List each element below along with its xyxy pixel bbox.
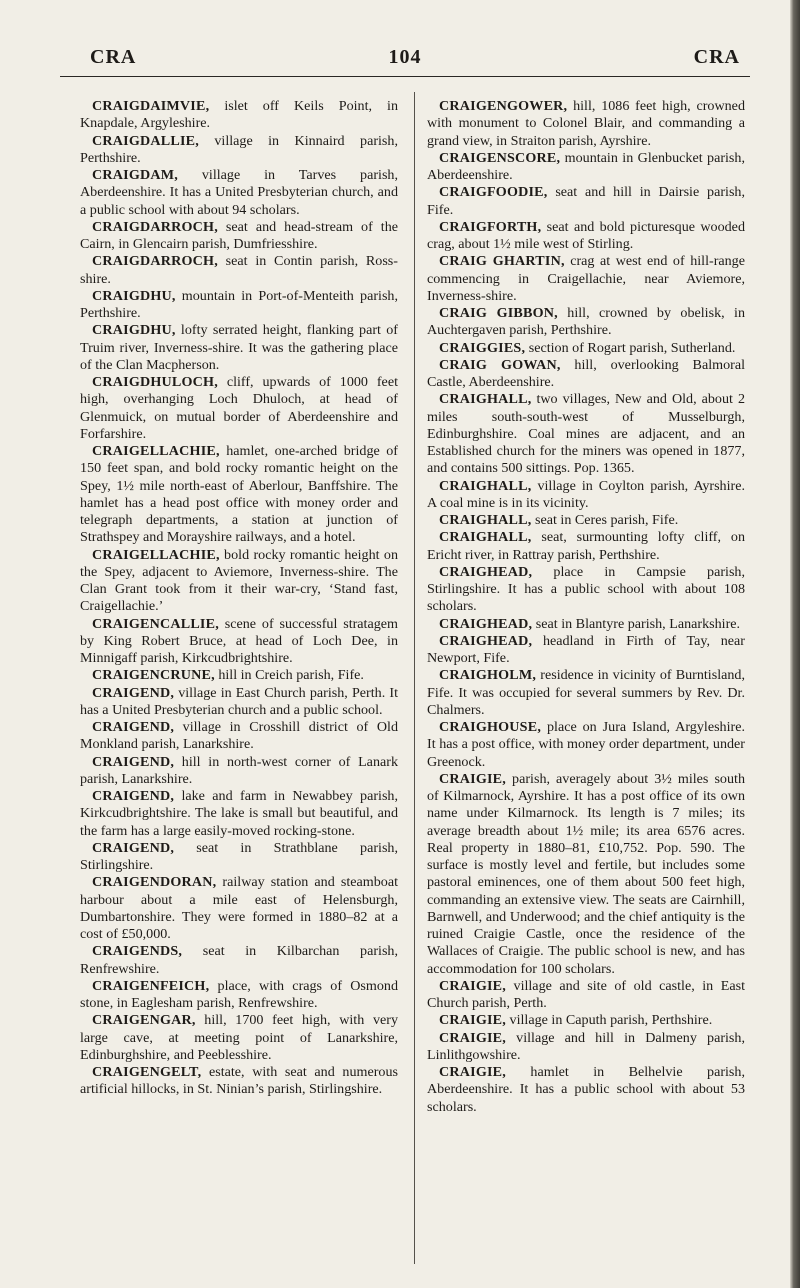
entry-text: hill, 1700 feet high, with very large cave, at meeting point of Lanarkshire, Edinburghshire, and Peeblesshire. [80,1012,398,1063]
entry-headword: CRAIGHOUSE, [439,719,542,735]
gazetteer-entry [427,150,745,185]
entry-headword: CRAIGENCALLIE, [92,615,219,632]
entry-headword: CRAIGENFEICH, [92,977,210,994]
entry-headword: CRAIG GHARTIN, [439,253,565,270]
gazetteer-entry [80,219,398,254]
entry-headword: CRAIG GOWAN, [439,356,561,373]
entry-text: parish, averagely about 3½ miles south of Kilmarnock, Ayrshire. It has a post office of its own name under Kilmarnock. Its length is 7 miles; its average breadth about 1½ mile; its area 6576 acres. Real property in 1880–81, £10,752. Pop. 590. The surface is mostly level and fertile, but includes some pastoral eminences, one of them about 500 feet high, commanding an extensive view. The seats are Cairnhill, Barnwell, and Underwood; and the chief antiquity is the ruined Craigie Castle, once the residence of the Wallaces of Craigie. The public school is new, and has accommodation for 100 scholars. [427,770,745,977]
entry-headword: CRAIGIE, [439,770,506,787]
gazetteer-entry [80,978,398,1013]
column-divider [414,92,415,1264]
entry-headword: CRAIGEND, [92,839,175,856]
entry-headword: CRAIGHOLM, [439,667,537,684]
gazetteer-entry [427,1012,745,1029]
entry-text: seat in Ceres parish, Fife. [531,512,679,528]
entry-text: seat, surmounting lofty cliff, on Ericht river, in Rattray parish, Perthshire. [427,529,745,563]
entry-text: mountain in Glenbucket parish, Aberdeenshire. [427,149,745,183]
gazetteer-entry [427,1030,745,1065]
entry-headword: CRAIGIE, [439,1064,506,1080]
gazetteer-entry [80,288,398,323]
gazetteer-entry [427,253,745,305]
entry-headword: CRAIGIE, [439,1029,506,1046]
right-column [427,98,745,1116]
entry-headword: CRAIGDHULOCH, [92,374,218,390]
entry-headword: CRAIGHALL, [439,529,532,546]
entry-headword: CRAIGEND, [92,753,175,770]
entry-text: village in Kinnaird parish, Perthshire. [80,132,398,166]
gazetteer-entry [427,633,745,668]
entry-headword: CRAIGELLACHIE, [92,443,220,459]
entry-text: seat in Blantyre parish, Lanarkshire. [532,615,741,632]
gazetteer-entry [427,391,745,477]
gazetteer-entry [427,340,745,357]
entry-headword: CRAIGHALL, [439,512,532,528]
gazetteer-entry [427,529,745,564]
entry-text: section of Rogart parish, Sutherland. [525,339,736,356]
gazetteer-entry [80,1012,398,1064]
header-rule [60,76,750,77]
entry-headword: CRAIGDHU, [92,287,176,304]
gazetteer-entry [80,253,398,288]
entry-text: seat in Strathblane parish, Stirlingshire. [80,839,398,873]
entry-headword: CRAIGDARROCH, [92,253,218,270]
page-number: 104 [388,46,422,68]
gazetteer-entry [427,667,745,719]
entry-text: cliff, upwards of 1000 feet high, overhanging Loch Dhuloch, at head of Glenmuick, on mutual border of Aberdeenshire and Forfarshire. [80,374,398,442]
entry-headword: CRAIGDARROCH, [92,218,218,235]
entry-text: village and hill in Dalmeny parish, Linlithgowshire. [427,1029,745,1063]
entry-text: village and site of old castle, in East Church parish, Perth. [427,977,745,1011]
entry-headword: CRAIGHALL, [439,477,532,494]
entry-text: crag at west end of hill-range commencing in Craigellachie, near Aviemore, Inverness-shire. [427,253,745,304]
header-left-guide-word: CRA [90,46,137,68]
entry-text: hamlet, one-arched bridge of 150 feet span, and bold rocky romantic height on the Spey, 1½ mile north-east of Aberlour, Banffshire. The hamlet has a head post office with money order and telegraph departments, a station at junction of Strathspey and Morayshire railways, and a hotel. [80,443,398,546]
entry-headword: CRAIGENSCORE, [439,149,561,166]
entry-text: estate, with seat and numerous artificial hillocks, in St. Ninian’s parish, Stirlingshire. [80,1064,398,1098]
gazetteer-entry [427,305,745,340]
entry-headword: CRAIGDAIMVIE, [92,98,210,114]
gazetteer-entry [80,685,398,720]
entry-headword: CRAIGENCRUNE, [92,667,215,684]
entry-headword: CRAIGELLACHIE, [92,546,220,563]
entry-headword: CRAIGDHU, [92,322,176,339]
entry-headword: CRAIGHEAD, [439,563,533,580]
entry-headword: CRAIGENDS, [92,943,183,960]
entry-text: hill, 1086 feet high, crowned with monument to Colonel Blair, and commanding a grand view, in Straiton parish, Ayrshire. [427,98,745,149]
entry-headword: CRAIGHEAD, [439,632,533,649]
entry-text: village in Caputh parish, Perthshire. [506,1012,713,1029]
entry-headword: CRAIGFOODIE, [439,184,548,201]
entry-headword: CRAIGENGELT, [92,1064,202,1080]
gazetteer-entry [80,616,398,668]
entry-text: hill in Creich parish, Fife. [214,667,364,684]
left-column [80,98,398,1099]
entry-text: village in Tarves parish, Aberdeenshire. It has a United Presbyterian church, and a public school with about 94 scholars. [80,167,398,218]
entry-headword: CRAIGIE, [439,977,506,994]
entry-text: place on Jura Island, Argyleshire. It has a post office, with money order department, under Greenock. [427,719,745,770]
entry-headword: CRAIG GIBBON, [439,305,558,321]
entry-headword: CRAIGFORTH, [439,218,542,235]
entry-text: islet off Keils Point, in Knapdale, Argyleshire. [80,98,398,132]
entry-text: village in Crosshill district of Old Monkland parish, Lanarkshire. [80,719,398,753]
entry-headword: CRAIGEND, [92,719,175,735]
gazetteer-entry [80,547,398,616]
gazetteer-entry [427,219,745,254]
entry-headword: CRAIGHALL, [439,391,532,408]
gazetteer-entry [80,167,398,219]
entry-text: scene of successful stratagem by King Robert Bruce, at head of Loch Dee, in Minnigaff parish, Kirkcudbrightshire. [80,615,398,666]
entry-text: hill, overlooking Balmoral Castle, Aberdeenshire. [427,356,745,390]
entry-text: place, with crags of Osmond stone, in Eaglesham parish, Renfrewshire. [80,977,398,1011]
entry-headword: CRAIGHEAD, [439,615,533,632]
gazetteer-entry [427,1064,745,1116]
entry-text: hill in north-west corner of Lanark parish, Lanarkshire. [80,753,398,787]
entry-text: lofty serrated height, flanking part of Truim river, Inverness-shire. It was the gathering place of the Clan Macpherson. [80,322,398,373]
header-right-guide-word: CRA [693,46,740,68]
gazetteer-entry [427,357,745,392]
entry-headword: CRAIGENGAR, [92,1012,196,1029]
gazetteer-entry [427,719,745,771]
gazetteer-entry [427,616,745,633]
gazetteer-entry [80,98,398,133]
entry-headword: CRAIGGIES, [439,339,526,356]
entry-text: seat and bold picturesque wooded crag, about 1½ mile west of Stirling. [427,218,745,252]
gazetteer-entry [427,98,745,150]
gazetteer-entry [80,322,398,374]
gazetteer-entry [80,1064,398,1099]
entry-headword: CRAIGIE, [439,1012,506,1029]
entry-text: residence in vicinity of Burntisland, Fife. It was occupied for several summers by Rev. Dr. Chalmers. [427,667,745,718]
entry-text: hamlet in Belhelvie parish, Aberdeenshire. It has a public school with about 53 scholars. [427,1064,745,1115]
entry-headword: CRAIGEND, [92,788,175,804]
gazetteer-entry [80,754,398,789]
gazetteer-entry [80,667,398,684]
entry-text: bold rocky romantic height on the Spey, adjacent to Aviemore, Inverness-shire. The Clan Grant took from it their war-cry, ‘Stand fast, Craigellachie.’ [80,546,398,615]
entry-text: hill, crowned by obelisk, in Auchtergaven parish, Perthshire. [427,305,745,339]
gazetteer-entry [80,840,398,875]
gazetteer-entry [427,564,745,616]
entry-text: seat and head-stream of the Cairn, in Glencairn parish, Dumfriesshire. [80,218,398,252]
entry-text: village in East Church parish, Perth. It has a United Presbyterian church and a public school. [80,684,398,718]
page-edge-shadow [790,0,800,1288]
gazetteer-entry [427,512,745,529]
gazetteer-entry [80,788,398,840]
entry-text: seat in Kilbarchan parish, Renfrewshire. [80,943,398,977]
running-header [60,46,750,72]
entry-headword: CRAIGDALLIE, [92,132,199,149]
entry-text: seat and hill in Dairsie parish, Fife. [427,184,745,218]
entry-headword: CRAIGEND, [92,684,175,701]
entry-text: place in Campsie parish, Stirlingshire. It has a public school with about 108 scholars. [427,563,745,615]
gazetteer-entry [80,943,398,978]
entry-text: mountain in Port-of-Menteith parish, Perthshire. [80,287,398,321]
gazetteer-entry [427,478,745,513]
entry-text: headland in Firth of Tay, near Newport, Fife. [427,632,745,666]
gazetteer-entry [427,184,745,219]
entry-headword: CRAIGENGOWER, [439,98,568,114]
gazetteer-entry [80,133,398,168]
gazetteer-entry [80,443,398,547]
gazetteer-entry [427,978,745,1013]
gazetteer-entry [80,719,398,754]
gazetteer-entry [80,374,398,443]
entry-text: two villages, New and Old, about 2 miles south-south-west of Musselburgh, Edinburghshire. Coal mines are adjacent, and an Established church for the miners was opened in 1877, and contains 500 sittings. Pop. 1365. [427,391,745,477]
gazetteer-entry [80,874,398,943]
gazetteer-entry [427,771,745,978]
entry-text: village in Coylton parish, Ayrshire. A coal mine is in its vicinity. [427,477,745,511]
entry-headword: CRAIGENDORAN, [92,874,217,891]
entry-text: railway station and steamboat harbour about a mile east of Helensburgh, Dumbartonshire. They were formed in 1880–82 at a cost of £50,000. [80,874,398,942]
entry-text: lake and farm in Newabbey parish, Kirkcudbrightshire. The lake is small but beautiful, and the farm has a large easily-moved rocking-stone. [80,788,398,839]
entry-headword: CRAIGDAM, [92,167,178,183]
entry-text: seat in Contin parish, Ross-shire. [80,253,398,287]
